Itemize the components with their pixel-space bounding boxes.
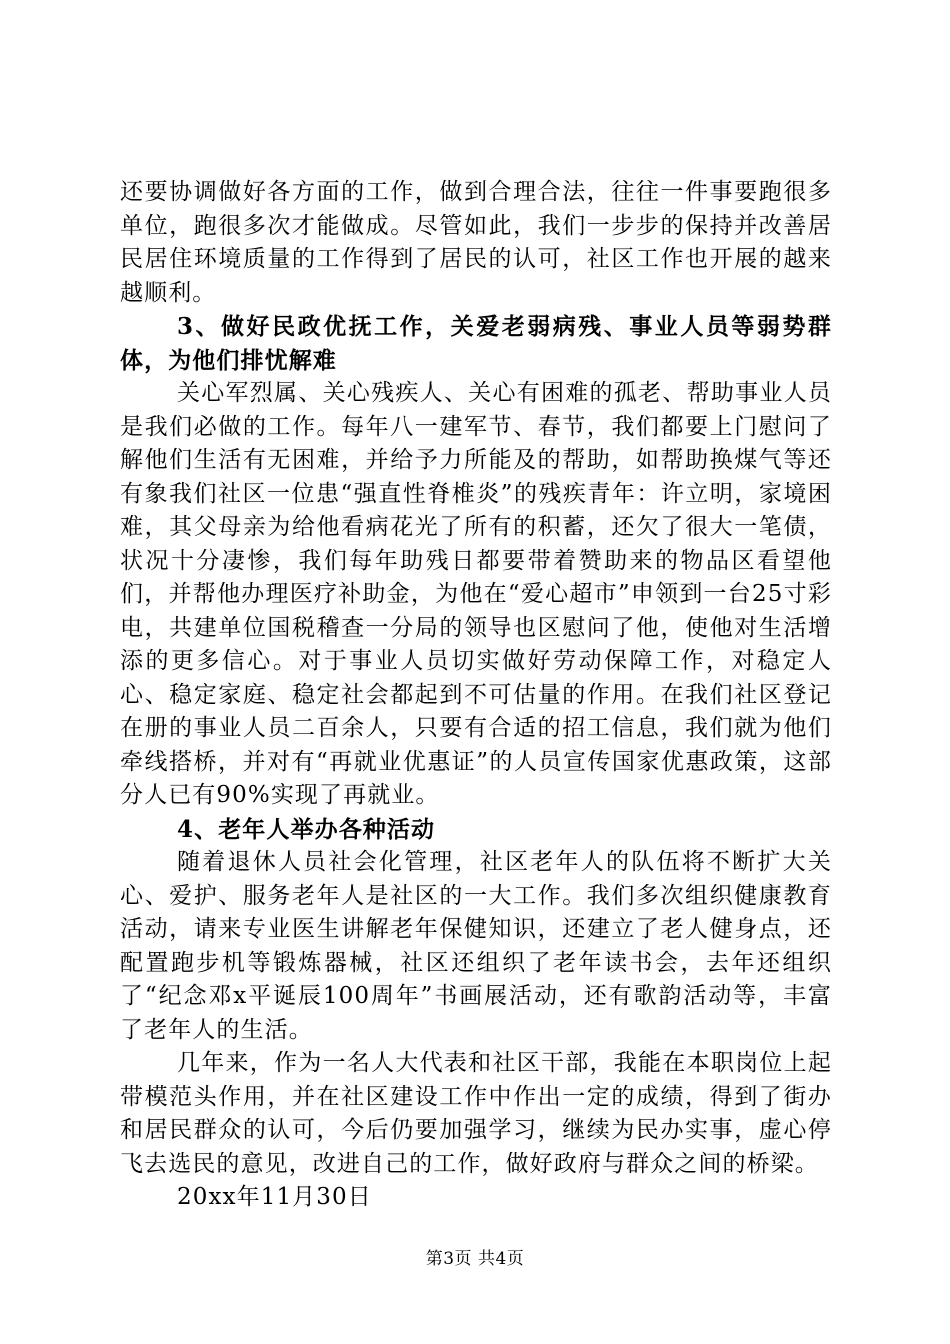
paragraph-elderly-activities: 随着退休人员社会化管理，社区老年人的队伍将不断扩大关心、爱护、服务老年人是社区的一大工作。我们多次组织健康教育活动，请来专业医生讲解老年保健知识，还建立了老人健身点，还配置跑步机等锻炼器械，社区还组织了老年读书会，去年还组织了“纪念邓x平诞辰100周年”书画展活动，还有歌韵活动等，丰富了老年人的生活。 xyxy=(120,849,832,1043)
document-date: 20xx年11月30日 xyxy=(177,1184,372,1210)
page-number-footer: 第3页 共4页 xyxy=(425,1249,525,1269)
section-heading-3: 3、做好民政优抚工作，关爱老弱病残、事业人员等弱势群体，为他们排忧解难 xyxy=(120,313,832,374)
document-body xyxy=(120,176,832,1215)
section-heading-4: 4、老年人举办各种活动 xyxy=(177,815,436,843)
paragraph-care-work: 关心军烈属、关心残疾人、关心有困难的孤老、帮助事业人员是我们必做的工作。每年八一建军节、春节，我们都要上门慰问了解他们生活有无困难，并给予力所能及的帮助，如帮助换煤气等还有象我们社区一位患“强直性脊椎炎”的残疾青年：许立明，家境困难，其父母亲为给他看病花光了所有的积蓄，还欠了很大一笔债，状况十分凄惨，我们每年助残日都要带着赞助来的物品区看望他们，并帮他办理医疗补助金，为他在“爱心超市”申领到一台25寸彩电，共建单位国税稽查一分局的领导也区慰问了他，使他对生活增添的更多信心。对于事业人员切实做好劳动保障工作，对稳定人心、稳定家庭、稳定社会都起到不可估量的作用。在我们社区登记在册的事业人员二百余人，只要有合适的招工信息，我们就为他们牵线搭桥，并对有“再就业优惠证”的人员宣传国家优惠政策，这部分人已有90%实现了再就业。 xyxy=(120,380,832,808)
paragraph-continuation: 还要协调做好各方面的工作，做到合理合法，往往一件事要跑很多单位，跑很多次才能做成。尽管如此，我们一步步的保持并改善居民居住环境质量的工作得到了居民的认可，社区工作也开展的越来越顺利。 xyxy=(120,179,832,306)
paragraph-conclusion: 几年来，作为一名人大代表和社区干部，我能在本职岗位上起带模范头作用，并在社区建设工作中作出一定的成绩，得到了街办和居民群众的认可，今后仍要加强学习，继续为民办实事，虚心停飞去选民的意见，改进自己的工作，做好政府与群众之间的桥梁。 xyxy=(120,1050,832,1177)
